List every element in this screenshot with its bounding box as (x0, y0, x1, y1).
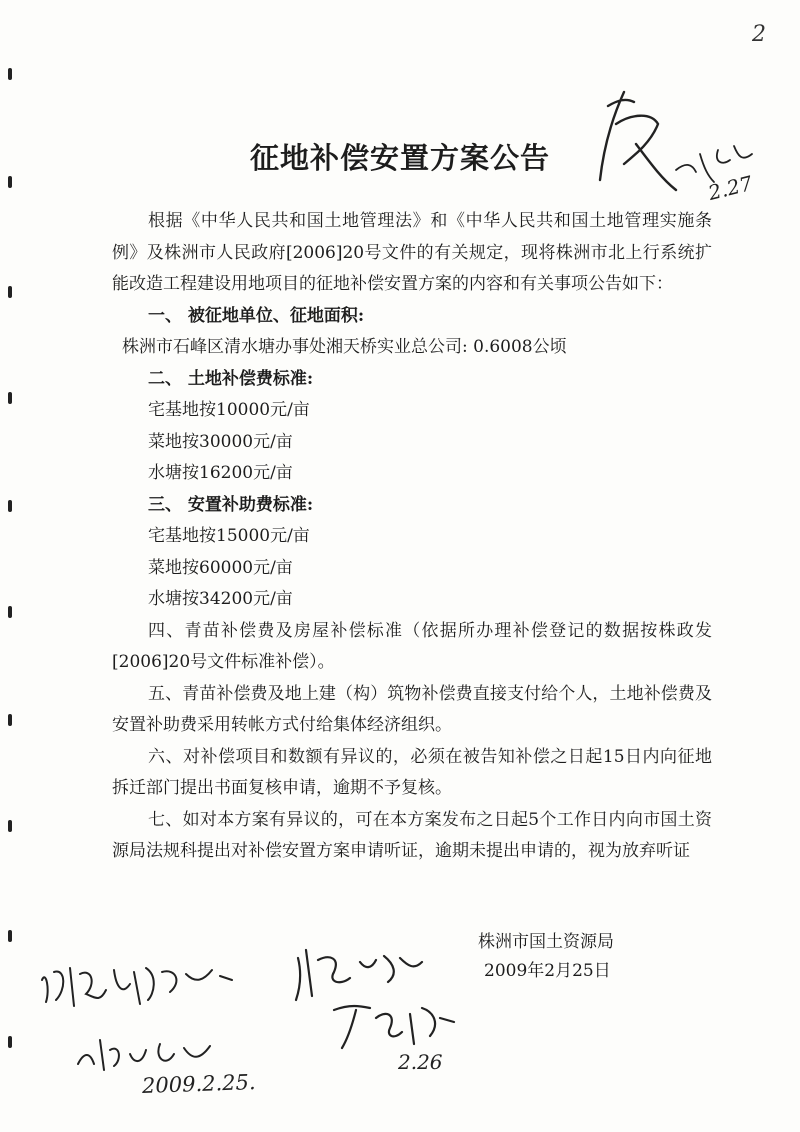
issue-date: 2009年2月25日 (484, 961, 611, 981)
section-2-heading: 二、 土地补偿费标准: (148, 368, 314, 389)
section-1-heading: 一、 被征地单位、征地面积: (148, 305, 365, 326)
section-7-paragraph: 七、如对本方案有异议的，可在本方案发布之日起5个工作日内向市国土资源局法规科提出对补偿安置方案申请听证，逾期未提出申请的，视为放弃听证 (112, 809, 712, 861)
handwritten-date-top-right: 2.27 (705, 170, 755, 206)
section-3-heading: 三、 安置补助费标准: (148, 494, 314, 515)
intro-paragraph: 根据《中华人民共和国土地管理法》和《中华人民共和国土地管理实施条例》及株洲市人民政府[2006]20号文件的有关规定，现将株洲市北上行系统扩能改造工程建设用地项目的征地补偿安置方案的内容和有关事项公告如下： (112, 211, 712, 294)
section-2-item: 菜地按30000元/亩 (148, 431, 293, 452)
signature-bottom-middle-2 (330, 988, 460, 1058)
page-title: 征地补偿安置方案公告 (249, 141, 550, 175)
section-3-item: 菜地按60000元/亩 (148, 557, 293, 578)
handwritten-date-bottom-middle: 2.26 (398, 1050, 443, 1074)
section-6-paragraph: 六、对补偿项目和数额有异议的，必须在被告知补偿之日起15日内向征地拆迁部门提出书面复核申请，逾期不予复核。 (112, 746, 712, 798)
notice-body (112, 206, 712, 868)
section-4-paragraph: 四、青苗补偿费及房屋补偿标准（依据所办理补偿登记的数据按株政发[2006]20号文件标准补偿）。 (112, 620, 712, 672)
signature-bottom-left (36, 950, 246, 1020)
section-2-item: 水塘按16200元/亩 (148, 463, 293, 483)
issuer-block (478, 928, 614, 986)
section-1-unit-area: 株洲市石峰区清水塘办事处湘天桥实业总公司: 0.6008公顷 (122, 337, 567, 357)
section-5-paragraph: 五、青苗补偿费及地上建（构）筑物补偿费直接支付给个人，土地补偿费及安置补助费采用转帐方式付给集体经济组织。 (112, 683, 712, 735)
section-3-item: 水塘按34200元/亩 (148, 589, 293, 609)
section-2-item: 宅基地按10000元/亩 (148, 400, 310, 420)
issuer-name: 株洲市国土资源局 (478, 932, 614, 952)
handwritten-date-bottom-left: 2009.2.25. (141, 1070, 256, 1098)
page-number: 2 (752, 22, 766, 47)
section-3-item: 宅基地按15000元/亩 (148, 526, 310, 546)
